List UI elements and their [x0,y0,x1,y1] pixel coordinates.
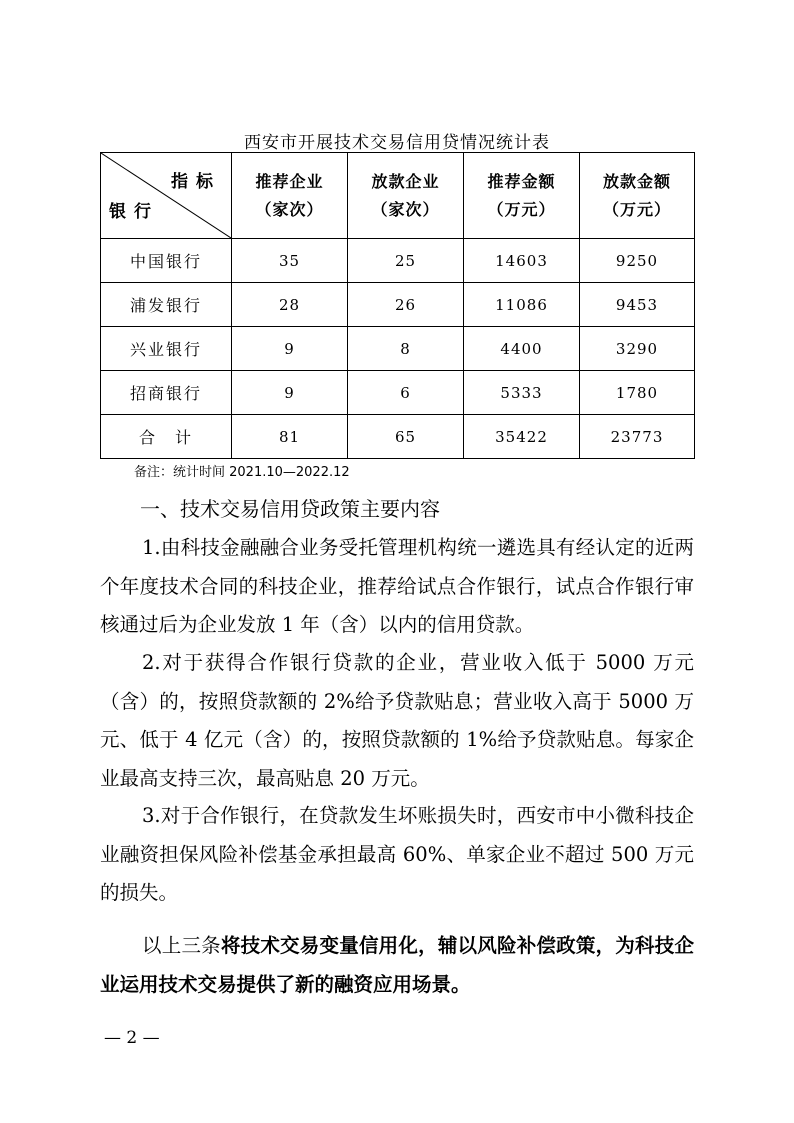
table-note: 备注：统计时间 2021.10—2022.12 [134,465,350,480]
bank-name-cell: 招商银行 [101,371,232,415]
paragraph-3: 3.对于合作银行，在贷款发生坏账损失时，西安市中小微科技企业融资担保风险补偿基金承担最高 60%、单家企业不超过 500 万元的损失。 [100,804,694,904]
table-cell: 9 [232,327,348,371]
corner-label-indicator: 指标 [171,172,221,192]
table-row [101,239,695,283]
table-cell: 35422 [464,415,580,459]
table-cell: 28 [232,283,348,327]
paragraph-1: 1.由科技金融融合业务受托管理机构统一遴选具有经认定的近两个年度技术合同的科技企业，推荐给试点合作银行，试点合作银行审核通过后为企业发放 1 年（含）以内的信用贷款。 [100,536,694,636]
table-cell: 81 [232,415,348,459]
bank-name-cell: 兴业银行 [101,327,232,371]
column-header: 推荐企业 （家次） [232,153,348,239]
statistics-table [100,152,695,459]
table-row [101,371,695,415]
page-number: — 2 — [104,1028,160,1048]
table-cell: 11086 [464,283,580,327]
section-heading: 一、技术交易信用贷政策主要内容 [140,497,440,521]
column-header: 推荐金额 （万元） [464,153,580,239]
table-cell: 23773 [580,415,695,459]
paragraph-4 [100,927,694,1004]
bank-name-cell: 中国银行 [101,239,232,283]
table-cell: 25 [348,239,464,283]
table-cell: 35 [232,239,348,283]
table-cell: 9453 [580,283,695,327]
table-cell: 9250 [580,239,695,283]
table-cell: 14603 [464,239,580,283]
table-total-row [101,415,695,459]
table-cell: 1780 [580,371,695,415]
corner-header-cell [101,153,232,239]
table-cell: 8 [348,327,464,371]
table-row [101,283,695,327]
paragraph-2: 2.对于获得合作银行贷款的企业，营业收入低于 5000 万元（含）的，按照贷款额的 2%给予贷款贴息；营业收入高于 5000 万元、低于 4 亿元（含）的，按照贷款额的 1%给予贷款贴息。每家企业最高支持三次，最高贴息 20 万元。 [100,651,694,790]
table-header-row [101,153,695,239]
total-label-cell: 合 计 [101,415,232,459]
column-header: 放款金额 （万元） [580,153,695,239]
table-row [101,327,695,371]
table-cell: 4400 [464,327,580,371]
column-header: 放款企业 （家次） [348,153,464,239]
table-cell: 6 [348,371,464,415]
paragraph-4-emphasis: 将技术交易变量信用化，辅以风险补偿政策，为科技企业运用技术交易提供了新的融资应用场景。 [100,934,694,996]
table-title: 西安市开展技术交易信用贷情况统计表 [244,133,550,153]
corner-label-bank: 银行 [109,202,159,222]
table-cell: 26 [348,283,464,327]
table-cell: 5333 [464,371,580,415]
table-cell: 9 [232,371,348,415]
diagonal-line [101,153,231,238]
table-cell: 3290 [580,327,695,371]
table-cell: 65 [348,415,464,459]
bank-name-cell: 浦发银行 [101,283,232,327]
paragraph-4-prefix: 以上三条 [142,934,221,957]
